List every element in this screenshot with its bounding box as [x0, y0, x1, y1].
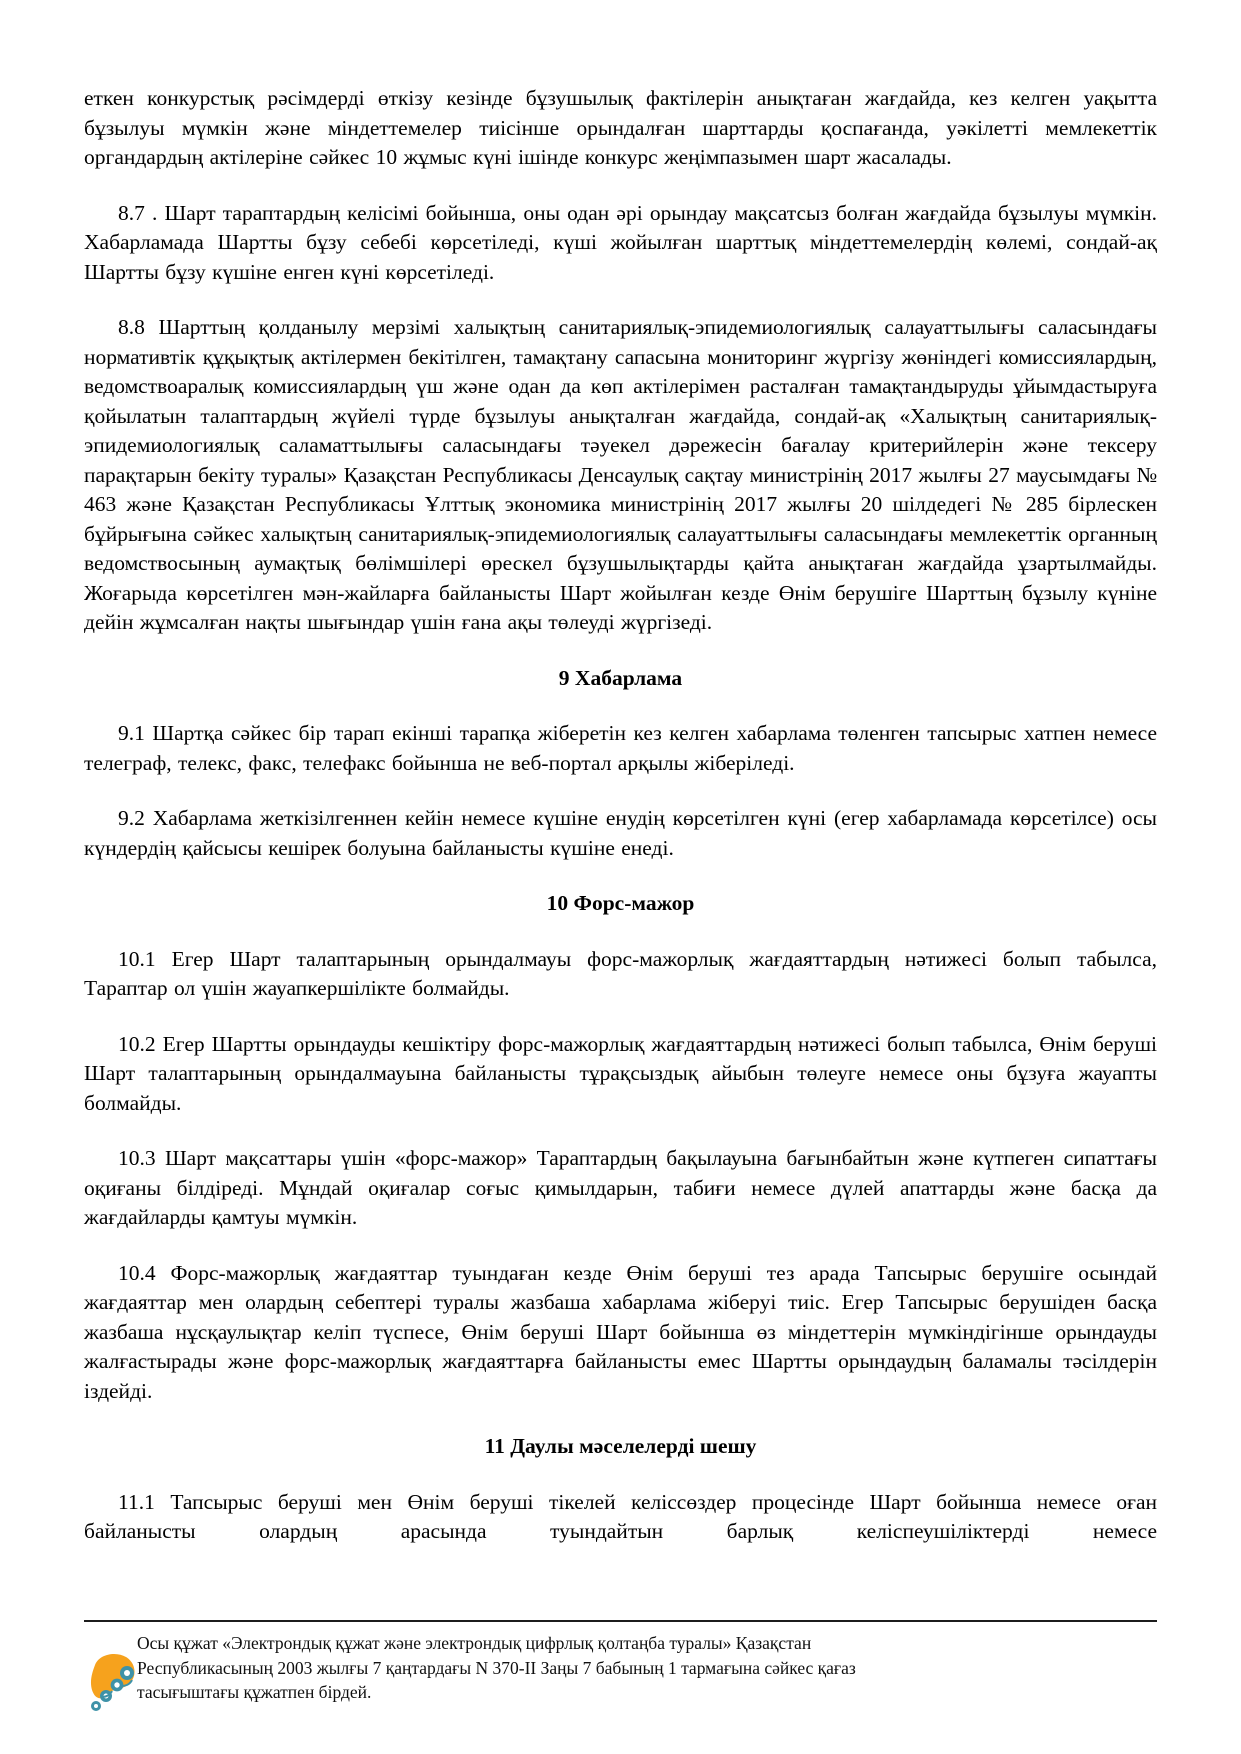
clause-8-8: 8.8 Шарттың қолданылу мерзімі халықтың санитариялық-эпидемиологиялық салауаттылығы саласындағы нормативтік құқықтық актілермен бекітілген, тамақтану сапасына мониторинг жүргізу жөніндегі комиссиялардың, ведомствоаралық комиссиялардың үш және одан да көп актілерімен расталған тамақтандыруды ұйымдастыруға қойылатын талаптардың жүйелі түрде бұзылуы анықталған жағдайда, сондай-ақ «Халықтың санитариялық-эпидемиологиялық саламаттылығы саласындағы тәуекел дәрежесін бағалау критерийлерін және тексеру парақтарын бекіту туралы» Қазақстан Республикасы Денсаулық сақтау министрінің 2017 жылғы 27 маусымдағы № 463 және Қазақстан Республикасы Ұлттық экономика министрінің 2017 жылғы 20 шілдедегі № 285 бірлескен бұйрығына сәйкес халықтың санитариялық-эпидемиологиялық салауаттылығы саласындағы мемлекеттік органның ведомствосының аумақтық бөлімшілері өрескел бұзушылықтарды қайта анықтаған жағдайда ұзартылмайды. Жоғарыда көрсетілген мән-жайларға байланысты Шарт жойылған кезде Өнім берушіге Шарттың бұзылу күніне дейін жұмсалған нақты шығындар үшін ғана ақы төлеуді жүргізеді. [84, 315, 1157, 634]
footer-note-line-3: тасығыштағы құжатпен бірдей. [137, 1682, 372, 1702]
footer-note-line-1: Осы құжат «Электрондық құжат және электрондық цифрлық қолтаңба туралы» Қазақстан [137, 1633, 812, 1653]
clause-10-2: 10.2 Егер Шартты орындауды кешіктіру форс-мажорлық жағдаяттардың нәтижесі болып табылса, Өнім беруші Шарт талаптарының орындалмауына байланысты тұрақсыздық айыбын төлеуге немесе оны бұзуға жауапты болмайды. [84, 1031, 1157, 1115]
footer-separator [84, 1620, 1157, 1622]
contract-body [84, 84, 1157, 1573]
clause-9-1: 9.1 Шартқа сәйкес бір тарап екінші тарапқа жіберетін кез келген хабарлама төленген тапсырыс хатпен немесе телеграф, телекс, факс, телефакс бойынша не веб-портал арқылы жіберіледі. [84, 721, 1157, 775]
clause-11-1-cutoff: 11.1 Тапсырыс беруші мен Өнім беруші тікелей келіссөздер процесінде Шарт бойынша немесе оған байланысты олардың арасында туындайтын барлық келіспеушіліктерді немесе [84, 1489, 1157, 1543]
clause-10-3: 10.3 Шарт мақсаттары үшін «форс-мажор» Тараптардың бақылауына бағынбайтын және күтпеген сипаттағы оқиғаны білдіреді. Мұндай оқиғалар соғыс қимылдарын, табиғи немесе дүлей апаттарды және басқа да жағдайларды қамтуы мүмкін. [84, 1146, 1157, 1229]
footer-note [137, 1631, 1087, 1705]
section-heading-11-disputes: 11 Даулы мәселелерді шешу [484, 1434, 757, 1458]
digital-signature-stamp-icon [86, 1650, 142, 1716]
clause-10-4: 10.4 Форс-мажорлық жағдаяттар туындаған кезде Өнім беруші тез арада Тапсырыс берушіге осындай жағдаяттар мен олардың себептері туралы жазбаша хабарлама жіберуі тиіс. Егер Тапсырыс берушіден басқа жазбаша нұсқаулықтар келіп түспесе, Өнім беруші Шарт бойынша өз міндеттерін мүмкіндігінше орындауды жалғастырады және форс-мажорлық жағдаяттарға байланысты емес Шартты орындаудың баламалы тәсілдерін іздейді. [84, 1260, 1157, 1403]
section-heading-10-force-majeure: 10 Форс-мажор [546, 891, 695, 915]
footer-note-line-2: Республикасының 2003 жылғы 7 қаңтардағы N 370-II Заңы 7 бабының 1 тармағына сәйкес қағаз [137, 1657, 856, 1678]
clause-10-1: 10.1 Егер Шарт талаптарының орындалмауы форс-мажорлық жағдаяттардың нәтижесі болып табылса, Тараптар ол үшін жауапкершілікте болмайды. [84, 946, 1157, 1000]
clause-9-2: 9.2 Хабарлама жеткізілгеннен кейін немесе күшіне енудің көрсетілген күні (егер хабарламада көрсетілсе) осы күндердің қайсысы кешірек болуына байланысты күшіне енеді. [84, 806, 1157, 860]
paragraph-8-6-continuation: еткен конкурстық рәсімдерді өткізу кезінде бұзушылық фактілерін анықтаған жағдайда, кез келген уақытта бұзылуы мүмкін және міндеттемелер тиісінше орындалған шарттарды қоспағанда, уәкілетті мемлекеттік органдардың актілеріне сәйкес 10 жұмыс күні ішінде конкурс жеңімпазымен шарт жасалады. [84, 86, 1157, 169]
section-heading-9-notification: 9 Хабарлама [558, 665, 683, 690]
clause-8-7: 8.7 . Шарт тараптардың келісімі бойынша, оны одан әрі орындау мақсатсыз болған жағдайда бұзылуы мүмкін. Хабарламада Шартты бұзу себебі көрсетіледі, күші жойылған шарттық міндеттемелердің көлемі, сондай-ақ Шартты бұзу күшіне енген күні көрсетіледі. [84, 200, 1157, 284]
